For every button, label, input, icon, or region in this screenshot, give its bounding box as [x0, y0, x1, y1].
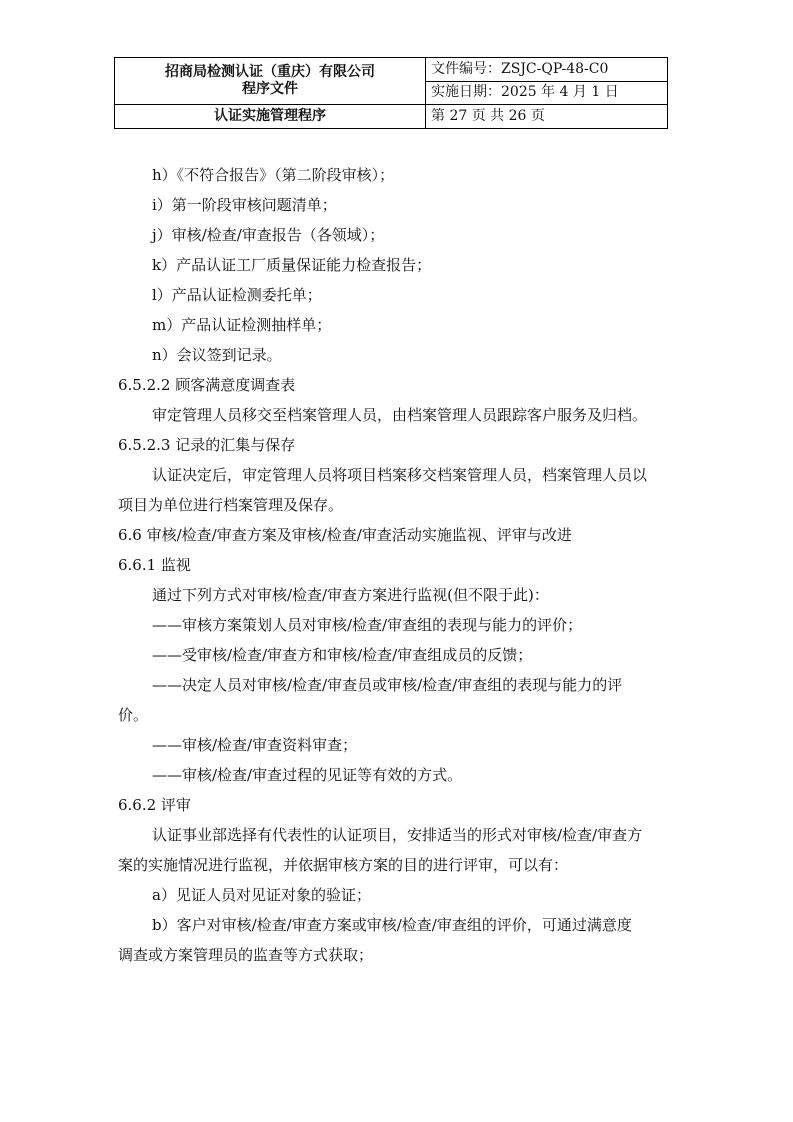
document-header-table: [114, 57, 668, 129]
document-title: 认证实施管理程序: [115, 105, 426, 129]
list-item-i: i）第一阶段审核问题清单；: [152, 196, 337, 214]
header-company-cell: [115, 58, 426, 105]
page-number: 第 27 页 共 26 页: [426, 105, 668, 129]
paragraph-continuation: 项目为单位进行档案管理及保存。: [118, 496, 344, 514]
dash-list-item: ——决定人员对审核/检查/审查员或审核/检查/审查组的表现与能力的评: [152, 676, 623, 694]
section-heading-6-5-2-2: 6.5.2.2 顾客满意度调查表: [118, 376, 296, 394]
list-item-a: a）见证人员对见证对象的验证；: [152, 886, 371, 904]
paragraph: 认证决定后，审定管理人员将项目档案移交档案管理人员，档案管理人员以: [152, 466, 648, 484]
section-heading-6-6: 6.6 审核/检查/审查方案及审核/检查/审查活动实施监视、评审与改进: [118, 526, 572, 544]
dash-list-item: ——审核方案策划人员对审核/检查/审查组的表现与能力的评价；: [152, 616, 583, 634]
document-body: [118, 160, 678, 970]
document-type: 程序文件: [242, 81, 298, 98]
list-item-l: l）产品认证检测委托单；: [152, 286, 322, 304]
paragraph-continuation: 价。: [118, 706, 149, 724]
implementation-date: 实施日期：2025 年 4 月 1 日: [426, 81, 668, 105]
dash-list-item: ——审核/检查/审查资料审查；: [152, 736, 358, 754]
document-number: 文件编号：ZSJC-QP-48-C0: [426, 58, 668, 82]
list-item-m: m）产品认证检测抽样单；: [152, 316, 332, 334]
list-item-j: j）审核/检查/审查报告（各领域）；: [152, 226, 385, 244]
dash-list-item: ——受审核/检查/审查方和审核/检查/审查组成员的反馈；: [152, 646, 533, 664]
company-name: 招商局检测认证（重庆）有限公司: [165, 64, 375, 81]
paragraph: 审定管理人员移交至档案管理人员，由档案管理人员跟踪客户服务及归档。: [152, 406, 648, 424]
paragraph-continuation: 调查或方案管理员的监查等方式获取；: [118, 946, 374, 964]
paragraph: 认证事业部选择有代表性的认证项目，安排适当的形式对审核/检查/审查方: [152, 826, 643, 844]
paragraph-continuation: 案的实施情况进行监视，并依据审核方案的目的进行评审，可以有：: [118, 856, 569, 874]
list-item-k: k）产品认证工厂质量保证能力检查报告；: [152, 256, 432, 274]
section-heading-6-5-2-3: 6.5.2.3 记录的汇集与保存: [118, 436, 296, 454]
list-item-b: b）客户对审核/检查/审查方案或审核/检查/审查组的评价，可通过满意度: [152, 916, 632, 934]
list-item-n: n）会议签到记录。: [152, 346, 282, 364]
dash-list-item: ——审核/检查/审查过程的见证等有效的方式。: [152, 766, 463, 784]
section-heading-6-6-1: 6.6.1 监视: [118, 556, 191, 574]
section-heading-6-6-2: 6.6.2 评审: [118, 796, 191, 814]
list-item-h: h）《不符合报告》（第二阶段审核）；: [152, 166, 395, 184]
paragraph: 通过下列方式对审核/检查/审查方案进行监视(但不限于此)：: [152, 586, 549, 604]
